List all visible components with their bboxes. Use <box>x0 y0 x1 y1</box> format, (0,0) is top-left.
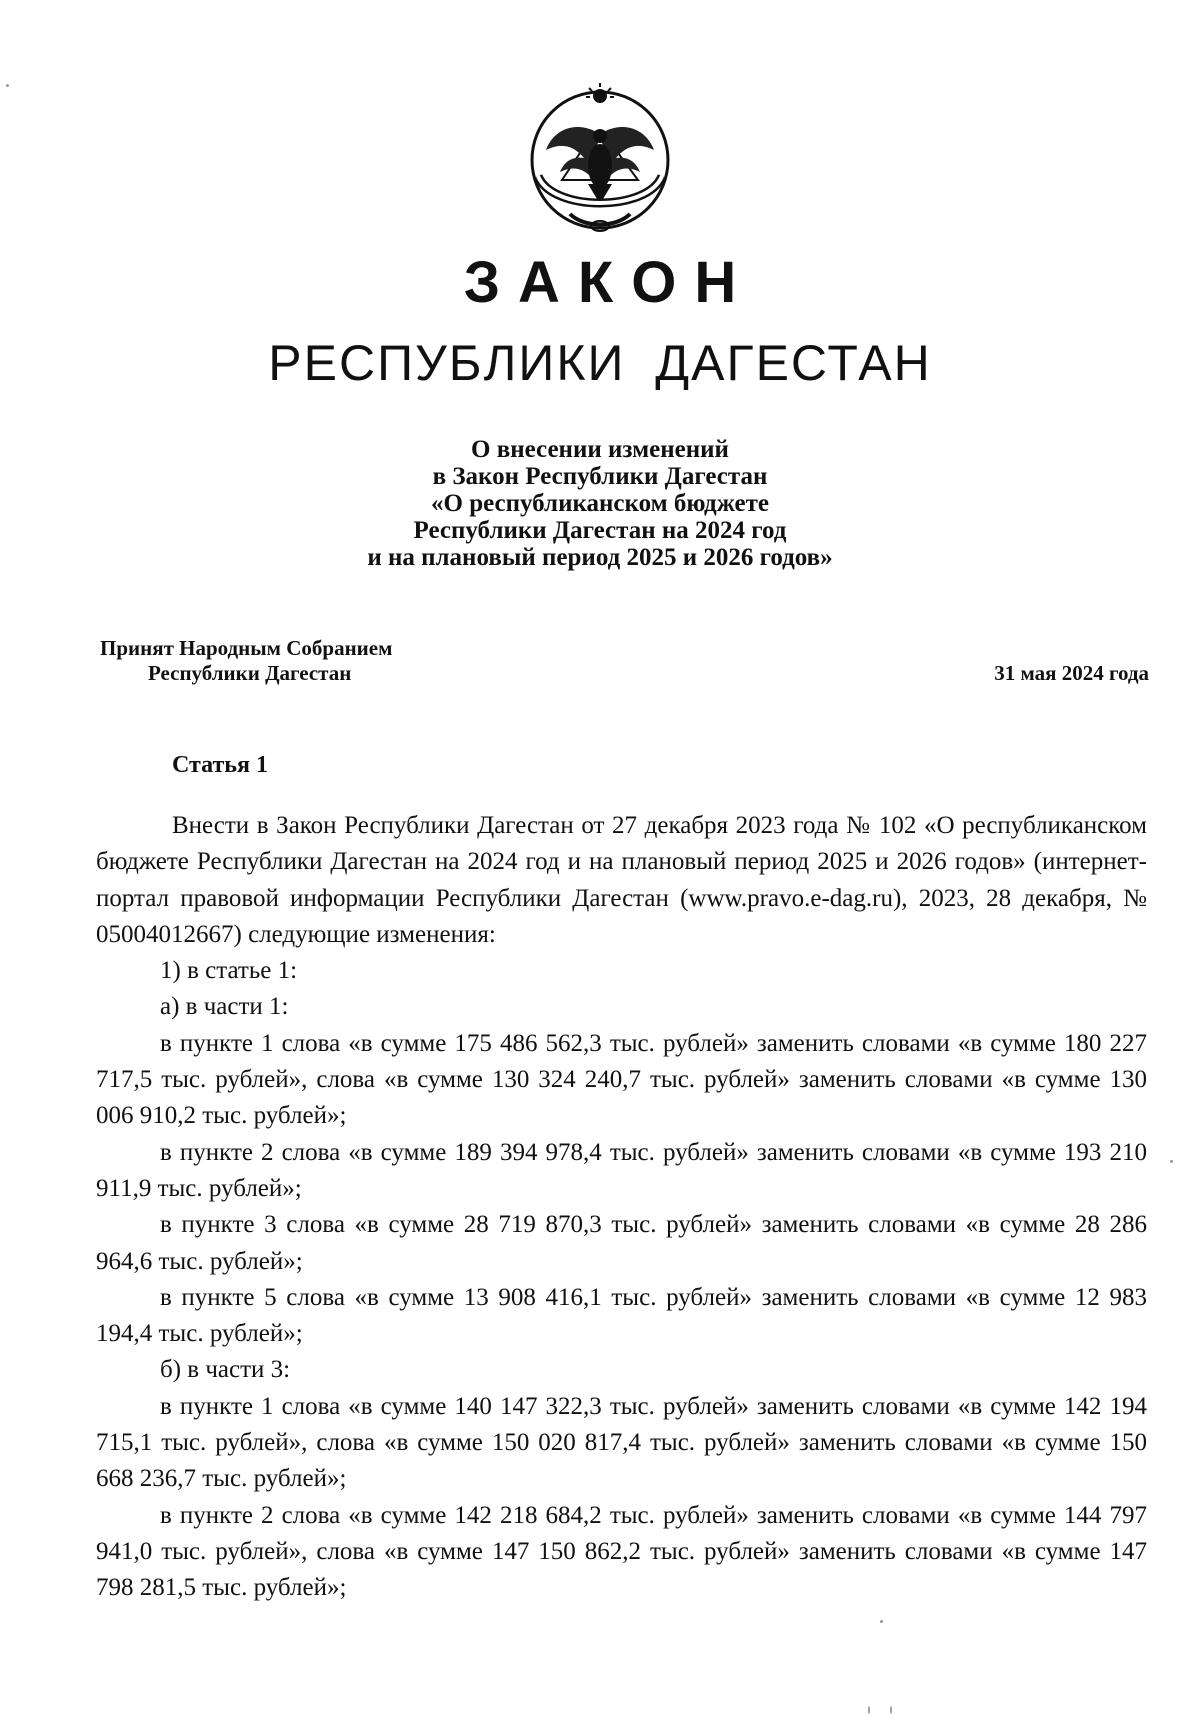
law-title-line: О внесении изменений <box>471 436 729 463</box>
article-heading: Статья 1 <box>172 752 268 778</box>
adoption-line: Принят Народным Собранием <box>100 636 393 660</box>
article-paragraph: в пункте 2 слова «в сумме 142 218 684,2 тыс. рублей» заменить словами «в сумме 144 797 941,0 тыс. рублей», слова «в сумме 147 150 862,2 тыс. рублей» заменить словами «в сумме 147 798 281,5 тыс. рублей»; <box>96 1501 1147 1602</box>
scan-speck <box>1170 1160 1173 1163</box>
article-paragraph: в пункте 1 слова «в сумме 140 147 322,3 тыс. рублей» заменить словами «в сумме 142 194 715,1 тыс. рублей», слова «в сумме 150 020 817,4 тыс. рублей» заменить словами «в сумме 150 668 236,7 тыс. рублей»; <box>96 1392 1147 1493</box>
dagestan-coat-of-arms-icon <box>518 80 682 234</box>
scan-speck <box>880 1620 883 1623</box>
law-title-line: в Закон Республики Дагестан <box>432 463 768 490</box>
scan-speck <box>868 1706 870 1714</box>
article-paragraph: а) в части 1: <box>160 993 289 1021</box>
article-paragraph: в пункте 5 слова «в сумме 13 908 416,1 тыс. рублей» заменить словами «в сумме 12 983 194,4 тыс. рублей»; <box>96 1283 1147 1348</box>
law-title <box>0 436 1200 571</box>
scan-speck <box>890 1706 892 1714</box>
law-title-line: и на плановый период 2025 и 2026 годов» <box>367 544 833 571</box>
article-paragraph: в пункте 3 слова «в сумме 28 719 870,3 тыс. рублей» заменить словами «в сумме 28 286 964,6 тыс. рублей»; <box>96 1211 1147 1275</box>
article-paragraph: 1) в статье 1: <box>160 957 298 985</box>
law-title-line: «О республиканском бюджете <box>431 490 769 517</box>
republic-heading: РЕСПУБЛИКИ ДАГЕСТАН <box>268 335 932 391</box>
scan-speck <box>6 84 9 87</box>
article-paragraph: в пункте 2 слова «в сумме 189 394 978,4 тыс. рублей» заменить словами «в сумме 193 210 911,9 тыс. рублей»; <box>96 1138 1147 1202</box>
adoption-date: 31 мая 2024 года <box>994 661 1149 685</box>
adoption-line: Республики Дагестан <box>148 661 352 685</box>
law-title-line: Республики Дагестан на 2024 год <box>413 517 787 544</box>
article-paragraph: б) в части 3: <box>160 1356 291 1384</box>
article-paragraph: в пункте 1 слова «в сумме 175 486 562,3 тыс. рублей» заменить словами «в сумме 180 227 717,5 тыс. рублей», слова «в сумме 130 324 240,7 тыс. рублей» заменить словами «в сумме 130 006 910,2 тыс. рублей»; <box>96 1029 1147 1130</box>
adoption-authority <box>100 636 392 686</box>
article-paragraph: Внести в Закон Республики Дагестан от 27 декабря 2023 года № 102 «О республиканском бюджете Республики Дагестан на 2024 год и на плановый период 2025 и 2026 годов» (интернет-портал правовой информации Республики Дагестан (www.pravo.e-dag.ru), 2023, 28 декабря, № 05004012667) следующие изменения: <box>96 812 1147 948</box>
article-body <box>96 808 1147 1607</box>
law-heading: ЗАКОН <box>463 250 755 315</box>
